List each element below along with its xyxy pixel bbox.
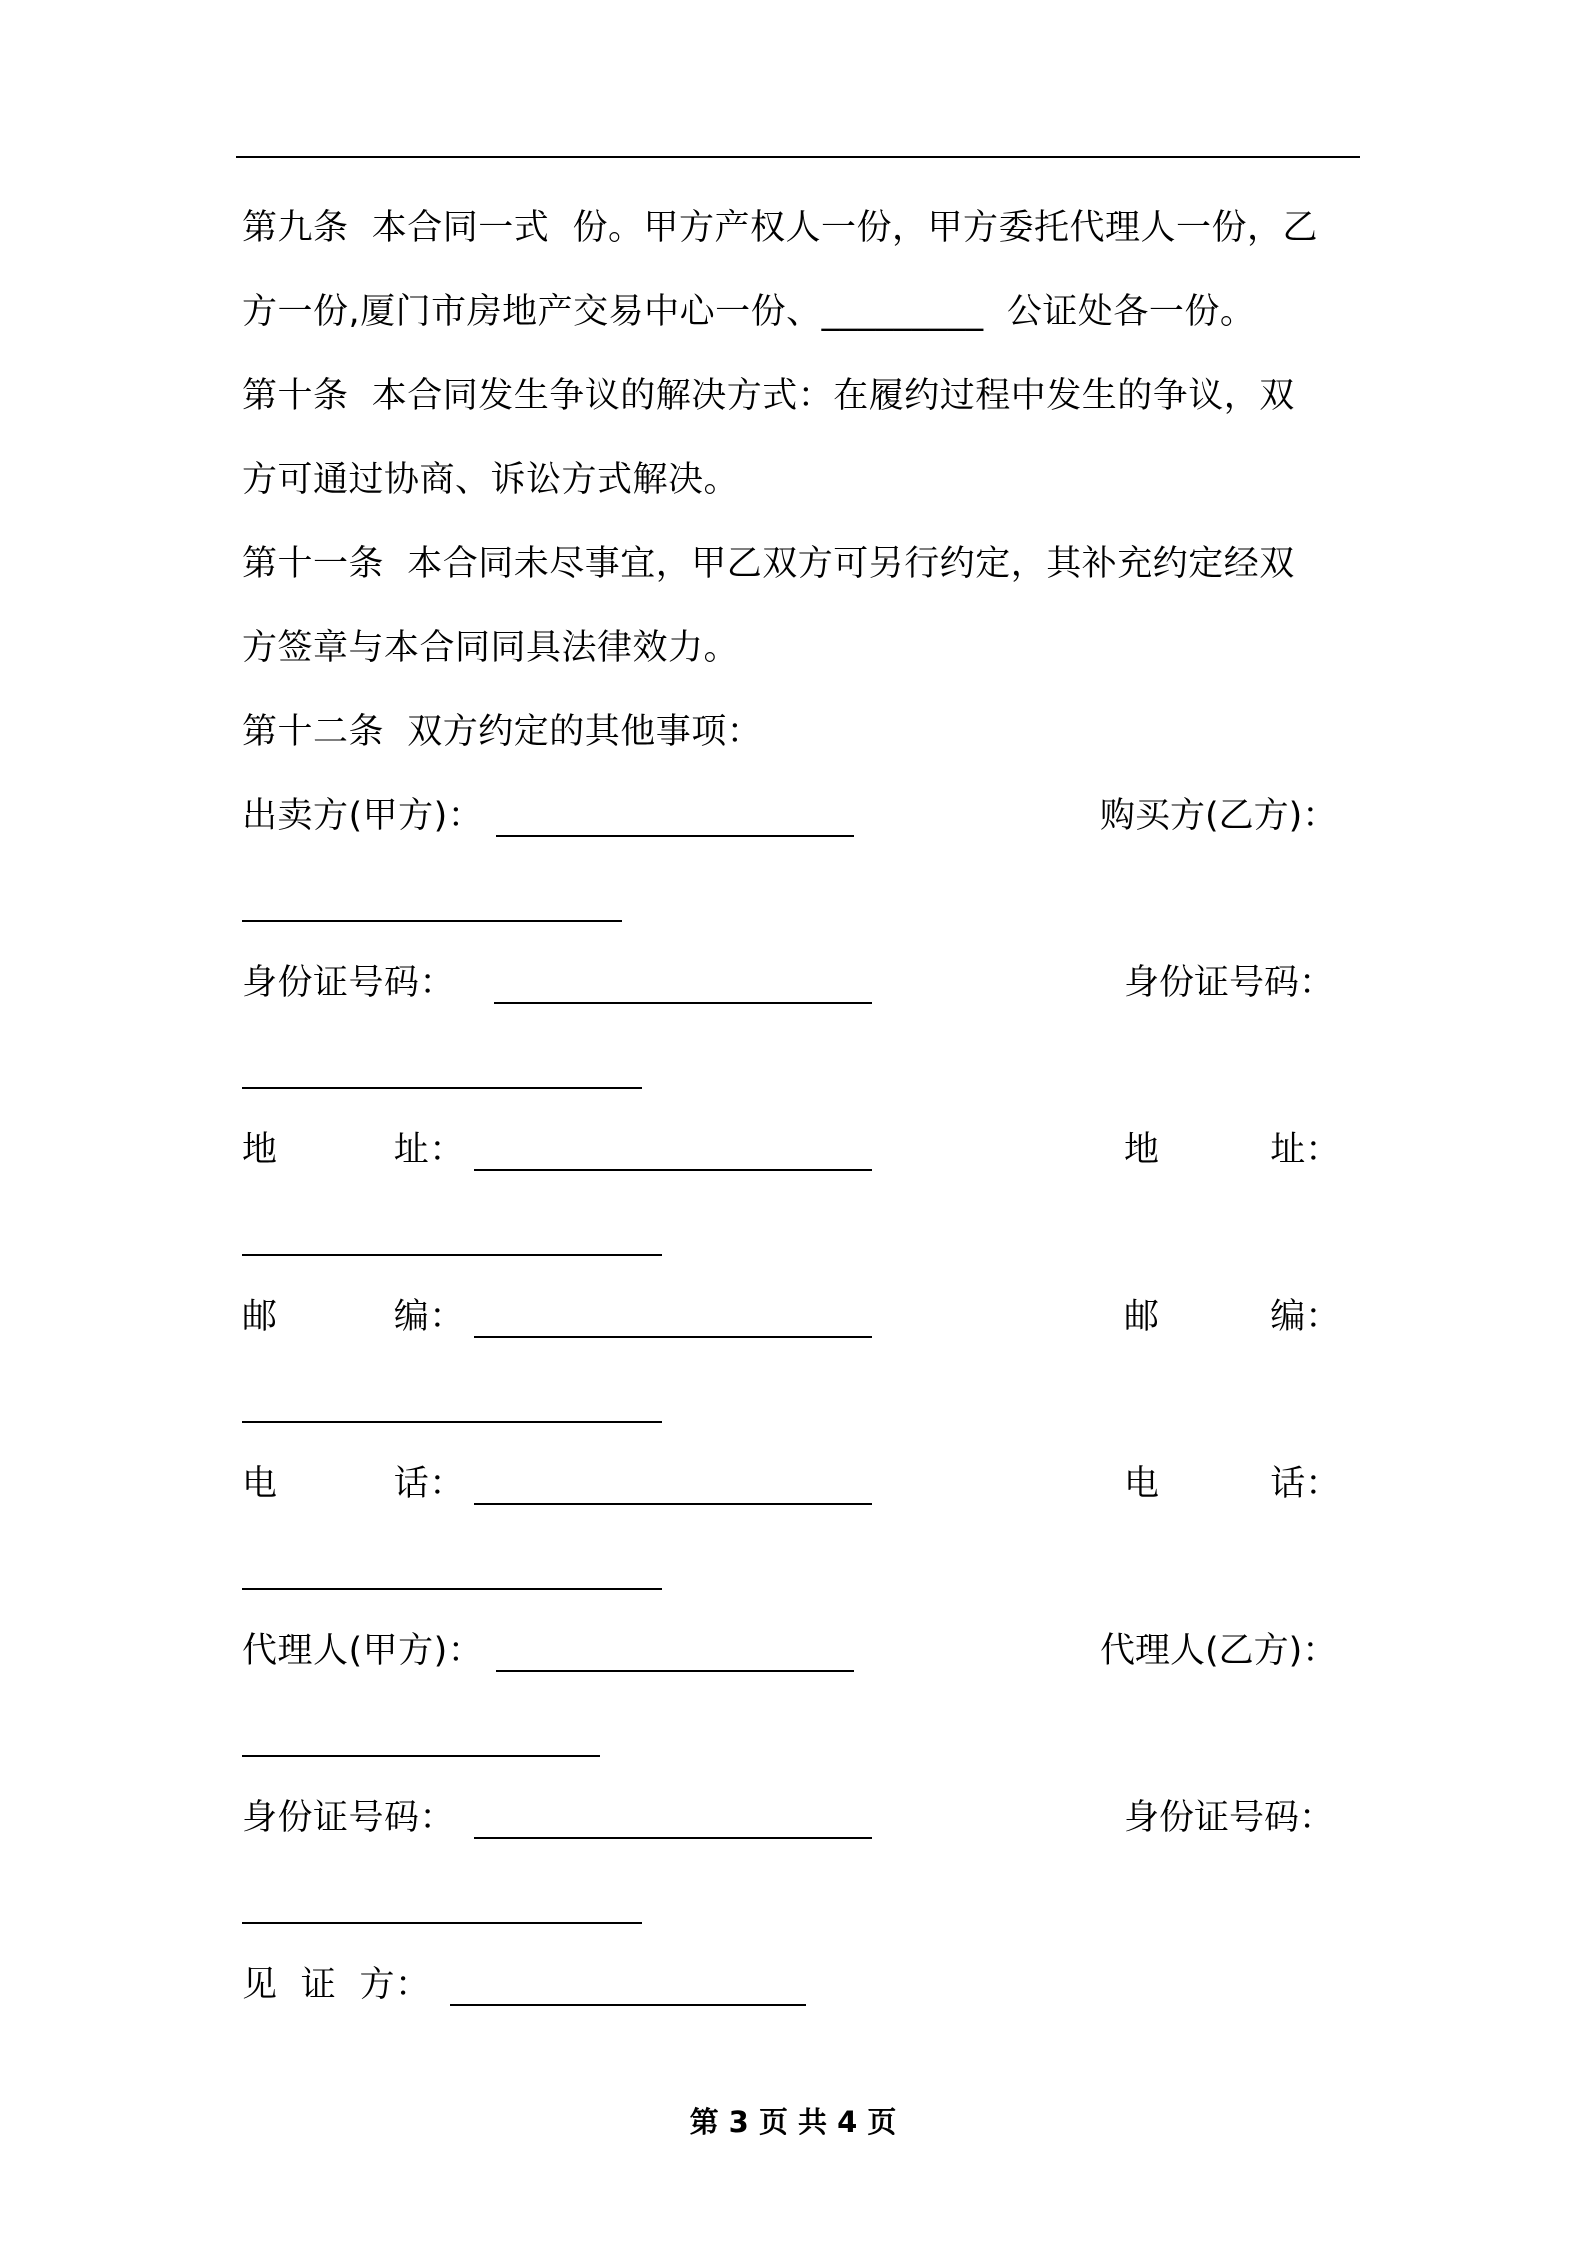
agent-id-label-left: 身份证号码： bbox=[242, 1798, 456, 1838]
agent-label-left: 代理人(甲方)： bbox=[242, 1631, 484, 1671]
article-12-line-1: 第十二条 双方约定的其他事项： bbox=[242, 712, 763, 752]
page-number: 第 3 页 共 4 页 bbox=[689, 2105, 897, 2139]
article-9-line-1: 第九条 本合同一式 份。甲方产权人一份，甲方委托代理人一份，乙 bbox=[242, 208, 1319, 248]
id-blank-left bbox=[494, 1002, 872, 1004]
seller-label: 出卖方(甲方)： bbox=[242, 796, 484, 836]
phone-blank-right bbox=[242, 1588, 662, 1590]
phone-label-right: 电 话： bbox=[1124, 1464, 1341, 1504]
id-blank-right bbox=[242, 1087, 642, 1089]
witness-label: 见 证 方： bbox=[242, 1965, 431, 2005]
address-blank-left bbox=[474, 1169, 872, 1171]
article-11-line-2: 方签章与本合同同具法律效力。 bbox=[242, 628, 740, 668]
article-10-line-1: 第十条 本合同发生争议的解决方式：在履约过程中发生的争议，双 bbox=[242, 376, 1295, 416]
agent-id-label-right: 身份证号码： bbox=[1124, 1798, 1335, 1838]
witness-blank bbox=[450, 2004, 806, 2006]
address-blank-right bbox=[242, 1254, 662, 1256]
article-9-line-2: 方一份,厦门市房地产交易中心一份、_________ 公证处各一份。 bbox=[242, 292, 1256, 332]
buyer-blank bbox=[242, 920, 622, 922]
id-label-left: 身份证号码： bbox=[242, 963, 456, 1003]
address-label-left: 地 址： bbox=[242, 1130, 465, 1170]
agent-blank-right bbox=[242, 1755, 600, 1757]
id-label-right: 身份证号码： bbox=[1124, 963, 1335, 1003]
postcode-label-left: 邮 编： bbox=[242, 1297, 465, 1337]
phone-label-left: 电 话： bbox=[242, 1464, 465, 1504]
article-11-line-1: 第十一条 本合同未尽事宜，甲乙双方可另行约定，其补充约定经双 bbox=[242, 544, 1295, 584]
buyer-label: 购买方(乙方)： bbox=[1100, 796, 1338, 836]
agent-id-blank-left bbox=[474, 1837, 872, 1839]
agent-id-blank-right bbox=[242, 1922, 642, 1924]
phone-blank-left bbox=[474, 1503, 872, 1505]
header-rule bbox=[236, 156, 1360, 158]
postcode-label-right: 邮 编： bbox=[1124, 1297, 1341, 1337]
seller-blank bbox=[496, 835, 854, 837]
agent-label-right: 代理人(乙方)： bbox=[1100, 1631, 1338, 1671]
agent-blank-left bbox=[496, 1670, 854, 1672]
address-label-right: 地 址： bbox=[1124, 1130, 1341, 1170]
postcode-blank-left bbox=[474, 1336, 872, 1338]
article-10-line-2: 方可通过协商、诉讼方式解决。 bbox=[242, 460, 740, 500]
postcode-blank-right bbox=[242, 1421, 662, 1423]
